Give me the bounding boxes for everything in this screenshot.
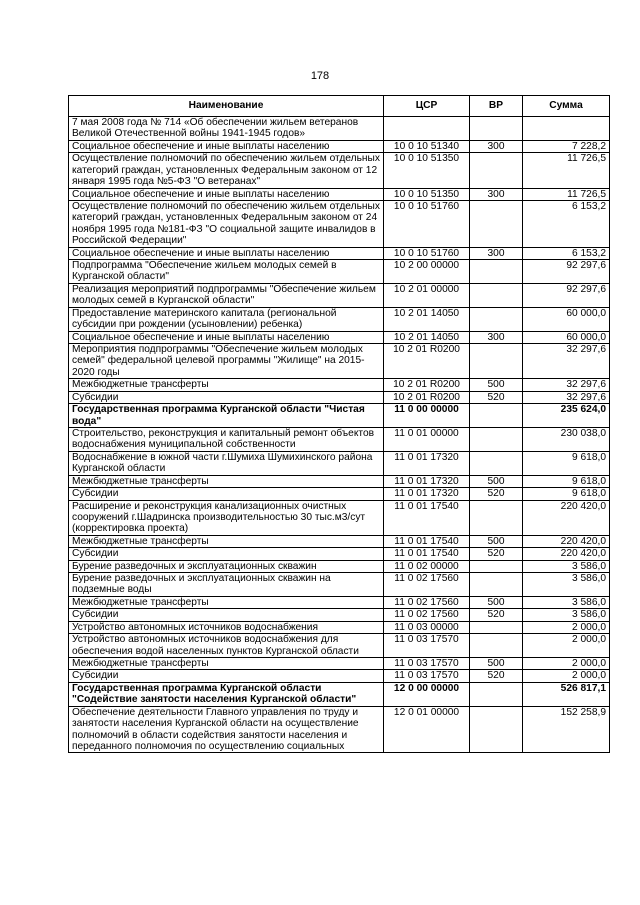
row-name-cell: Осуществление полномочий по обеспечению жильем отдельных категорий граждан, установленных Федеральным законом от 12 января 1995 года №5-ФЗ "О ветеранах" [69,153,384,188]
row-sum-cell: 9 618,0 [523,488,610,500]
table-row [69,451,610,475]
row-csr-cell: 11 0 00 00000 [384,404,470,428]
table-header-row [69,96,610,117]
row-csr-cell: 11 0 01 17320 [384,488,470,500]
row-csr-cell: 10 2 01 14050 [384,307,470,331]
row-vr-cell [470,344,523,379]
row-sum-cell: 2 000,0 [523,634,610,658]
table-row [69,475,610,487]
row-csr-cell: 11 0 01 17540 [384,535,470,547]
table-row [69,573,610,597]
row-sum-cell: 526 817,1 [523,682,610,706]
row-vr-cell [470,573,523,597]
table-row [69,560,610,572]
row-csr-cell: 11 0 02 17560 [384,573,470,597]
row-sum-cell: 92 297,6 [523,283,610,307]
row-sum-cell: 220 420,0 [523,535,610,547]
row-sum-cell: 9 618,0 [523,451,610,475]
row-csr-cell [384,117,470,141]
table-row [69,634,610,658]
row-vr-cell: 500 [470,535,523,547]
table-row [69,117,610,141]
row-name-cell: Устройство автономных источников водоснабжения [69,621,384,633]
table-row [69,670,610,682]
row-csr-cell: 10 2 01 R0200 [384,379,470,391]
row-vr-cell [470,153,523,188]
row-name-cell: Расширение и реконструкция канализационных очистных сооружений г.Шадринска производительностью 30 тыс.м3/сут (корректировка проекта) [69,500,384,535]
row-name-cell: Водоснабжение в южной части г.Шумиха Шумихинского района Курганской области [69,451,384,475]
table-row [69,188,610,200]
row-sum-cell [523,117,610,141]
row-sum-cell: 60 000,0 [523,307,610,331]
row-csr-cell: 10 0 10 51350 [384,153,470,188]
row-sum-cell: 2 000,0 [523,657,610,669]
header-vr: ВР [470,96,523,117]
row-name-cell: Осуществление полномочий по обеспечению жильем отдельных категорий граждан, установленных Федеральным законом от 24 ноября 1995 года №181-ФЗ "О социальной защите инвалидов в Российской Федерации" [69,200,384,247]
table-row [69,706,610,753]
row-name-cell: Обеспечение деятельности Главного управления по труду и занятости населения Курганской области на осуществление полномочий в области содействия занятости населения и переданного полномочия по осуществлению социальных [69,706,384,753]
row-csr-cell: 12 0 01 00000 [384,706,470,753]
table-row [69,247,610,259]
row-name-cell: Строительство, реконструкция и капитальный ремонт объектов водоснабжения муниципальной собственности [69,427,384,451]
header-sum: Сумма [523,96,610,117]
row-name-cell: Государственная программа Курганской области "Чистая вода" [69,404,384,428]
row-sum-cell: 152 258,9 [523,706,610,753]
row-name-cell: Предоставление материнского капитала (региональной субсидии при рождении (усыновлении) ребенка) [69,307,384,331]
row-name-cell: Межбюджетные трансферты [69,379,384,391]
row-vr-cell [470,260,523,284]
row-sum-cell: 3 586,0 [523,609,610,621]
row-csr-cell: 11 0 02 17560 [384,609,470,621]
row-sum-cell: 3 586,0 [523,596,610,608]
row-csr-cell: 11 0 02 00000 [384,560,470,572]
row-csr-cell: 11 0 01 17540 [384,500,470,535]
row-sum-cell: 220 420,0 [523,548,610,560]
row-sum-cell: 3 586,0 [523,560,610,572]
row-name-cell: Социальное обеспечение и иные выплаты населению [69,247,384,259]
row-vr-cell: 300 [470,140,523,152]
row-vr-cell [470,283,523,307]
table-row [69,609,610,621]
row-name-cell: Бурение разведочных и эксплуатационных скважин [69,560,384,572]
row-vr-cell [470,621,523,633]
row-name-cell: Реализация мероприятий подпрограммы "Обеспечение жильем молодых семей в Курганской области" [69,283,384,307]
row-name-cell: Социальное обеспечение и иные выплаты населению [69,140,384,152]
row-vr-cell: 520 [470,548,523,560]
table-row [69,344,610,379]
row-csr-cell: 11 0 03 00000 [384,621,470,633]
row-sum-cell: 2 000,0 [523,621,610,633]
row-csr-cell: 11 0 01 00000 [384,427,470,451]
table-row [69,548,610,560]
row-name-cell: Субсидии [69,488,384,500]
row-name-cell: Субсидии [69,548,384,560]
row-vr-cell: 520 [470,670,523,682]
row-sum-cell: 32 297,6 [523,379,610,391]
table-row [69,331,610,343]
row-vr-cell: 300 [470,188,523,200]
row-name-cell: Субсидии [69,391,384,403]
header-name: Наименование [69,96,384,117]
row-sum-cell: 235 624,0 [523,404,610,428]
table-row [69,488,610,500]
row-name-cell: Межбюджетные трансферты [69,596,384,608]
row-vr-cell: 500 [470,379,523,391]
row-csr-cell: 10 0 10 51760 [384,247,470,259]
budget-table [68,95,610,753]
row-sum-cell: 9 618,0 [523,475,610,487]
row-name-cell: Устройство автономных источников водоснабжения для обеспечения водой населенных пунктов Курганской области [69,634,384,658]
row-vr-cell [470,682,523,706]
row-vr-cell: 500 [470,475,523,487]
row-csr-cell: 10 0 10 51340 [384,140,470,152]
table-row [69,621,610,633]
row-csr-cell: 11 0 02 17560 [384,596,470,608]
row-vr-cell [470,500,523,535]
table-row [69,500,610,535]
row-sum-cell: 32 297,6 [523,344,610,379]
table-row [69,596,610,608]
row-vr-cell [470,117,523,141]
row-sum-cell: 230 038,0 [523,427,610,451]
row-sum-cell: 32 297,6 [523,391,610,403]
row-csr-cell: 11 0 03 17570 [384,634,470,658]
row-name-cell: Бурение разведочных и эксплуатационных скважин на подземные воды [69,573,384,597]
table-row [69,404,610,428]
row-csr-cell: 10 2 01 14050 [384,331,470,343]
row-vr-cell [470,451,523,475]
row-vr-cell: 520 [470,488,523,500]
row-sum-cell: 11 726,5 [523,188,610,200]
row-vr-cell [470,706,523,753]
row-csr-cell: 11 0 03 17570 [384,670,470,682]
table-row [69,283,610,307]
row-vr-cell: 500 [470,596,523,608]
table-row [69,535,610,547]
table-row [69,140,610,152]
row-csr-cell: 11 0 01 17320 [384,451,470,475]
row-sum-cell: 11 726,5 [523,153,610,188]
row-sum-cell: 92 297,6 [523,260,610,284]
row-vr-cell: 300 [470,247,523,259]
row-vr-cell [470,560,523,572]
row-sum-cell: 60 000,0 [523,331,610,343]
row-vr-cell: 520 [470,391,523,403]
row-sum-cell: 6 153,2 [523,200,610,247]
row-csr-cell: 10 2 01 R0200 [384,391,470,403]
table-row [69,427,610,451]
row-csr-cell: 11 0 01 17320 [384,475,470,487]
row-name-cell: Государственная программа Курганской области "Содействие занятости населения Курганской области" [69,682,384,706]
row-vr-cell [470,427,523,451]
row-name-cell: Субсидии [69,609,384,621]
row-csr-cell: 10 2 01 R0200 [384,344,470,379]
row-vr-cell: 520 [470,609,523,621]
row-csr-cell: 10 2 00 00000 [384,260,470,284]
row-vr-cell [470,404,523,428]
table-row [69,200,610,247]
row-name-cell: Мероприятия подпрограммы "Обеспечение жильем молодых семей" федеральной целевой программы "Жилище" на 2015-2020 годы [69,344,384,379]
row-csr-cell: 10 0 10 51760 [384,200,470,247]
header-csr: ЦСР [384,96,470,117]
row-name-cell: Подпрограмма "Обеспечение жильем молодых семей в Курганской области" [69,260,384,284]
row-sum-cell: 6 153,2 [523,247,610,259]
table-row [69,682,610,706]
table-row [69,153,610,188]
page-number: 178 [310,70,330,82]
row-name-cell: Социальное обеспечение и иные выплаты населению [69,331,384,343]
row-sum-cell: 2 000,0 [523,670,610,682]
table-body [69,117,610,753]
table-row [69,379,610,391]
row-sum-cell: 7 228,2 [523,140,610,152]
row-name-cell: Межбюджетные трансферты [69,475,384,487]
row-csr-cell: 10 2 01 00000 [384,283,470,307]
row-sum-cell: 220 420,0 [523,500,610,535]
table-row [69,657,610,669]
table-row [69,260,610,284]
row-vr-cell: 500 [470,657,523,669]
row-name-cell: Социальное обеспечение и иные выплаты населению [69,188,384,200]
row-name-cell: 7 мая 2008 года № 714 «Об обеспечении жильем ветеранов Великой Отечественной войны 1941-1945 годов» [69,117,384,141]
table-row [69,391,610,403]
row-name-cell: Межбюджетные трансферты [69,535,384,547]
row-csr-cell: 10 0 10 51350 [384,188,470,200]
row-name-cell: Межбюджетные трансферты [69,657,384,669]
row-sum-cell: 3 586,0 [523,573,610,597]
table-row [69,307,610,331]
row-vr-cell [470,307,523,331]
row-vr-cell [470,200,523,247]
row-csr-cell: 12 0 00 00000 [384,682,470,706]
row-csr-cell: 11 0 03 17570 [384,657,470,669]
row-vr-cell: 300 [470,331,523,343]
row-csr-cell: 11 0 01 17540 [384,548,470,560]
row-vr-cell [470,634,523,658]
row-name-cell: Субсидии [69,670,384,682]
